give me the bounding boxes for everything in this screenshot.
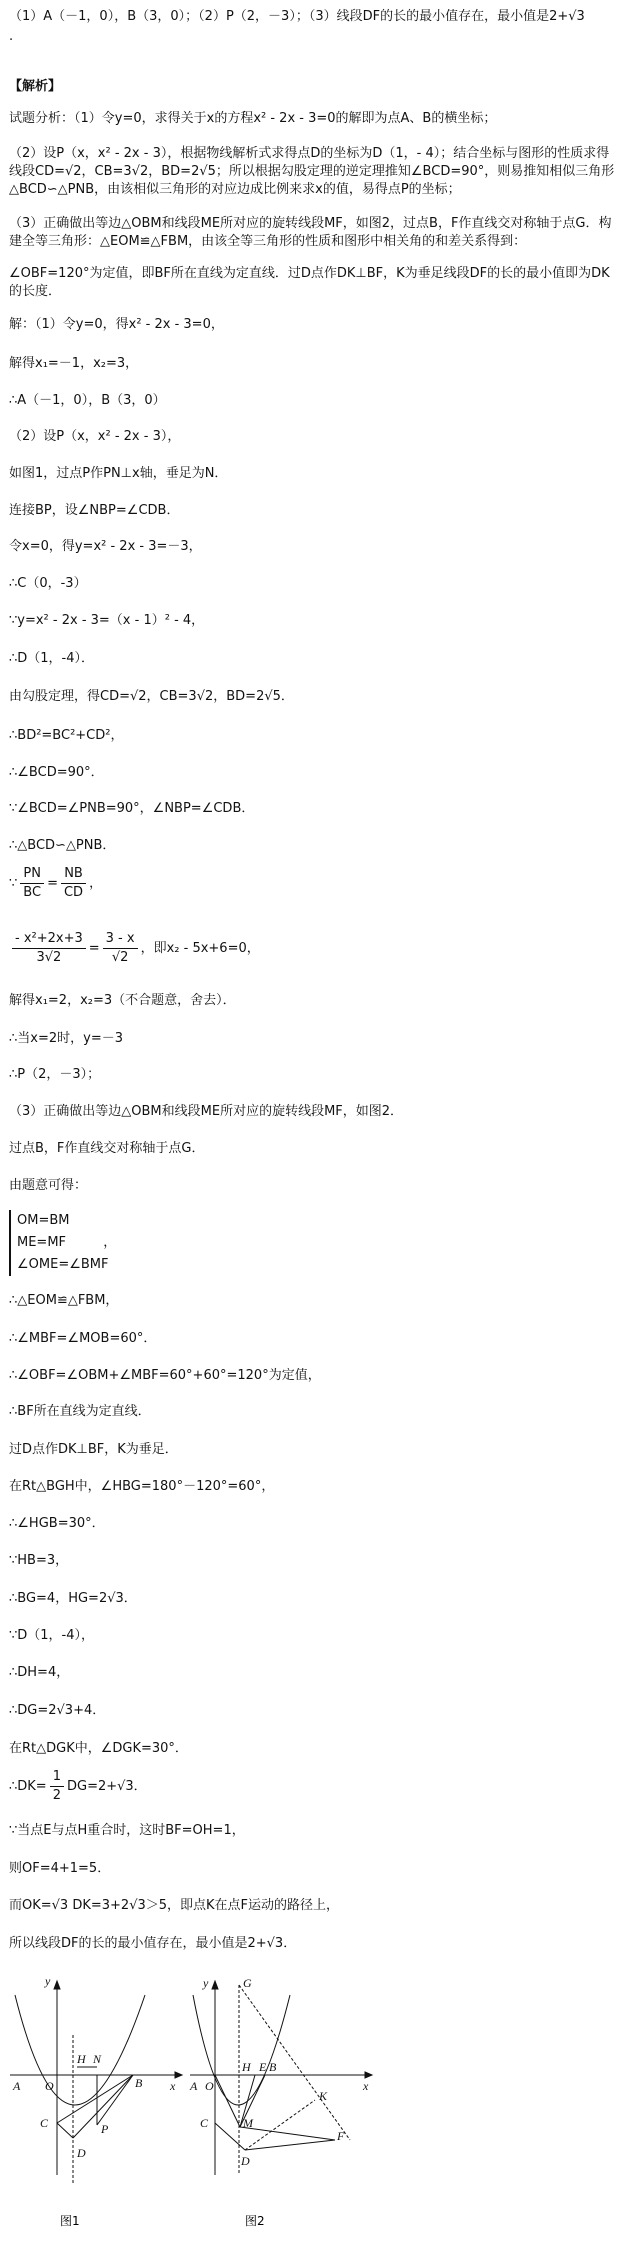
equation-system (9, 1210, 116, 1276)
text-line: 过D点作DK⊥BF，K为垂足． (9, 1442, 178, 1457)
label-e: E (259, 2060, 267, 2074)
y-arrow-icon (54, 1981, 60, 1989)
text-line: ∴△BCD∽△PNB． (9, 838, 116, 853)
text-line: 由题意可得： (9, 1178, 88, 1193)
text-line: 在Rt△DGK中，∠DGK=30°． (9, 1741, 188, 1756)
text-line: ∴∠OBF=∠OBM+∠MBF=60°+60°=120°为定值， (9, 1368, 321, 1383)
parabola (15, 1995, 145, 2105)
system-row: ∠OME=∠BMF (17, 1257, 109, 1272)
line-gf (239, 1985, 350, 2140)
text-line: ∵当点E与点H重合时，这时BF=OH=1， (9, 1823, 245, 1838)
label-o: O (205, 2079, 214, 2093)
text-line: （3）正确做出等边△OBM和线段ME所对应的旋转线段MF，如图2，过点B，F作直线交对称轴于点G．构建全等三角形：△EOM≌△FBM，由该全等三角形的性质和图形中相关角的和差关系得到： (9, 216, 612, 249)
system-row: ME=MF ， (17, 1235, 117, 1250)
answer-dot: . (9, 29, 14, 44)
text-line: ∴C（0，-3） (9, 576, 87, 591)
label-n: N (93, 2052, 102, 2066)
text-line: ∴BD²=BC²+CD²， (9, 728, 124, 743)
segment-mf (240, 2127, 335, 2140)
label-y: y (203, 1976, 209, 1990)
text-line: （2）设P（x，x² - 2x - 3）， (9, 429, 181, 444)
label-x: x (363, 2079, 369, 2093)
label-f: F (337, 2129, 345, 2143)
text-line: 如图1，过点P作PN⊥x轴，垂足为N． (9, 466, 228, 481)
text-line: 而OK=√3 DK=3+2√3＞5，即点K在点F运动的路径上， (9, 1898, 340, 1913)
text-line: 解得x₁=－1，x₂=3， (9, 356, 139, 371)
segment-cb (57, 2075, 133, 2123)
label-m: M (243, 2116, 253, 2130)
analysis-title: 【解析】 (9, 79, 62, 94)
figure-1 (5, 1975, 185, 2235)
text-line: ∠OBF=120°为定值，即BF所在直线为定直线．过D点作DK⊥BF，K为垂足线段DF的长的最小值即为DK的长度． (9, 266, 610, 299)
label-c: C (40, 2116, 49, 2130)
text-line: 所以线段DF的长的最小值存在，最小值是2+√3． (9, 1936, 297, 1951)
label-b: B (135, 2076, 143, 2090)
label-a: A (190, 2079, 198, 2093)
segment-pb (97, 2075, 133, 2125)
label-p: P (101, 2122, 109, 2136)
label-x: x (170, 2079, 176, 2093)
label-o: O (45, 2079, 54, 2093)
segment-dk (245, 2100, 315, 2150)
text-line: ∴当x=2时，y=－3 (9, 1031, 123, 1046)
proportion-1: ∵ $\frac{PN}{BC}$ = $\frac{NB}{CD}$ ， (9, 866, 103, 900)
figure-1-caption: 图1 (60, 2214, 80, 2228)
figure-2-caption: 图2 (245, 2214, 265, 2228)
label-d: D (241, 2154, 250, 2168)
figure-2 (185, 1975, 375, 2235)
text-line: ∵D（1，-4）， (9, 1628, 95, 1643)
text-line: 由勾股定理，得CD=√2，CB=3√2，BD=2√5． (9, 689, 294, 704)
text-line: ∴DG=2√3+4． (9, 1703, 106, 1718)
y-arrow-icon (212, 1981, 218, 1989)
x-arrow-icon (175, 2072, 182, 2078)
segment-df (245, 2140, 335, 2150)
text-line: ∴DH=4， (9, 1665, 70, 1680)
text-line: ∴△EOM≌△FBM， (9, 1293, 119, 1308)
text-line: 在Rt△BGH中，∠HBG=180°－120°=60°， (9, 1479, 275, 1494)
text-line: ∵y=x² - 2x - 3=（x - 1）² - 4， (9, 613, 205, 628)
text-line: 则OF=4+1=5． (9, 1861, 111, 1876)
text-line: （3）正确做出等边△OBM和线段ME所对应的旋转线段MF，如图2． (9, 1104, 404, 1119)
text-line: 试题分析：（1）令y=0，求得关于x的方程x² - 2x - 3=0的解即为点A、B的横坐标； (9, 111, 497, 126)
label-b: B (269, 2060, 277, 2074)
label-c: C (200, 2116, 209, 2130)
segment-cd (57, 2123, 73, 2138)
segment-om (215, 2075, 240, 2127)
text-line: 令x=0，得y=x² - 2x - 3=－3， (9, 539, 202, 554)
label-h: H (242, 2060, 251, 2074)
text-line: ∴∠HGB=30°． (9, 1516, 105, 1531)
text-line: ∴P（2，－3）； (9, 1067, 101, 1082)
text-line: 连接BP，设∠NBP=∠CDB． (9, 503, 180, 518)
text-line: ∴BG=4，HG=2√3． (9, 1591, 137, 1606)
system-row: OM=BM (17, 1213, 70, 1228)
x-arrow-icon (365, 2072, 372, 2078)
answer-line: （1）A（－1，0），B（3，0）；（2）P（2，－3）；（3）线段DF的长的最小值存在，最小值是2+√3 (9, 9, 585, 24)
text-line: （2）设P（x，x² - 2x - 3），根据物线解析式求得点D的坐标为D（1，- 4）；结合坐标与图形的性质求得线段CD=√2，CB=3√2，BD=2√5；所以根据勾股定理的逆定理推知∠BCD=90°，则易推知相似三角形△BCD∽△PNB，由该相似三角形的对应边成比例来求x的值，易得点P的坐标； (9, 146, 615, 197)
text-line: ∴BF所在直线为定直线． (9, 1404, 151, 1419)
label-h: H (77, 2052, 86, 2066)
text-line: ∴∠BCD=90°． (9, 765, 104, 780)
proportion-2: $\frac{\text{- x²+2x+3}}{3√2}$ = $\frac{3 - x}{√2}$ ，即x₂ - 5x+6=0， (9, 930, 260, 967)
label-k: K (319, 2089, 328, 2103)
text-line: ∵∠BCD=∠PNB=90°，∠NBP=∠CDB． (9, 801, 255, 816)
text-line: ∴A（－1，0），B（3，0） (9, 393, 166, 408)
label-g: G (243, 1976, 252, 1990)
text-line: ∴D（1，-4）． (9, 651, 95, 666)
label-y: y (45, 1975, 51, 1988)
text-line: 过点B，F作直线交对称轴于点G． (9, 1141, 205, 1156)
text-line: ∵HB=3， (9, 1553, 69, 1568)
label-a: A (13, 2079, 21, 2093)
label-d: D (77, 2146, 86, 2160)
text-line: 解得x₁=2，x₂=3（不合题意，舍去）． (9, 993, 236, 1008)
text-line: ∴∠MBF=∠MOB=60°． (9, 1331, 157, 1346)
text-line: 解：（1）令y=0，得x² - 2x - 3=0， (9, 317, 224, 332)
dk-fraction: ∴DK= $\frac{1}{2}$ DG=2+√3． (9, 1769, 147, 1803)
